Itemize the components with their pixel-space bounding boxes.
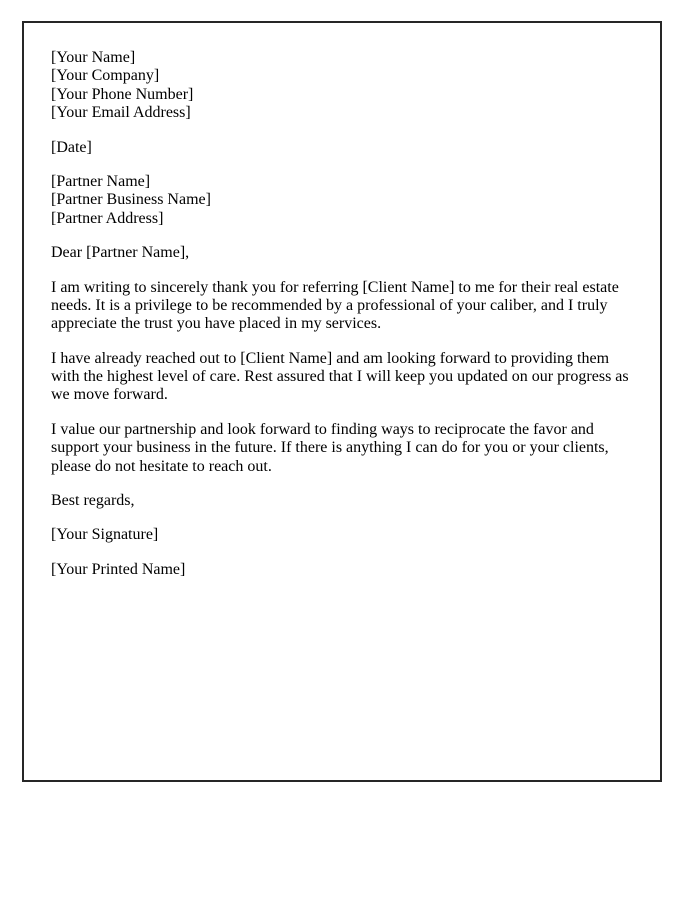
sender-name-line: [Your Name] (51, 49, 136, 66)
body-paragraph-1: I am writing to sincerely thank you for referring [Client Name] to me for their real estate needs. It is a privilege to be recommended by a professional of your caliber, and I truly appreciate the trust you have placed in my services. (51, 278, 619, 333)
recipient-address-line: [Partner Address] (51, 209, 164, 227)
sender-block (51, 49, 634, 123)
sender-company-line: [Your Company] (51, 67, 160, 85)
sender-phone-line: [Your Phone Number] (51, 85, 194, 103)
body-paragraph-2: I have already reached out to [Client Name] and am looking forward to providing them with the highest level of care. Rest assured that I will keep you updated on our progress as we move forward. (51, 349, 629, 404)
recipient-name-line: [Partner Name] (51, 172, 151, 190)
sender-email-line: [Your Email Address] (51, 104, 191, 122)
salutation-line: Dear [Partner Name], (51, 244, 190, 262)
recipient-block (51, 173, 634, 228)
date-line: [Date] (51, 138, 92, 156)
letter-page (22, 21, 662, 782)
recipient-business-line: [Partner Business Name] (51, 191, 211, 209)
body-paragraph-3: I value our partnership and look forward to finding ways to reciprocate the favor and support your business in the future. If there is anything I can do for you or your clients, please do not hesitate to reach out. (51, 420, 609, 475)
signature-placeholder: [Your Signature] (51, 526, 159, 544)
closing-line: Best regards, (51, 492, 135, 510)
printed-name-placeholder: [Your Printed Name] (51, 560, 186, 578)
